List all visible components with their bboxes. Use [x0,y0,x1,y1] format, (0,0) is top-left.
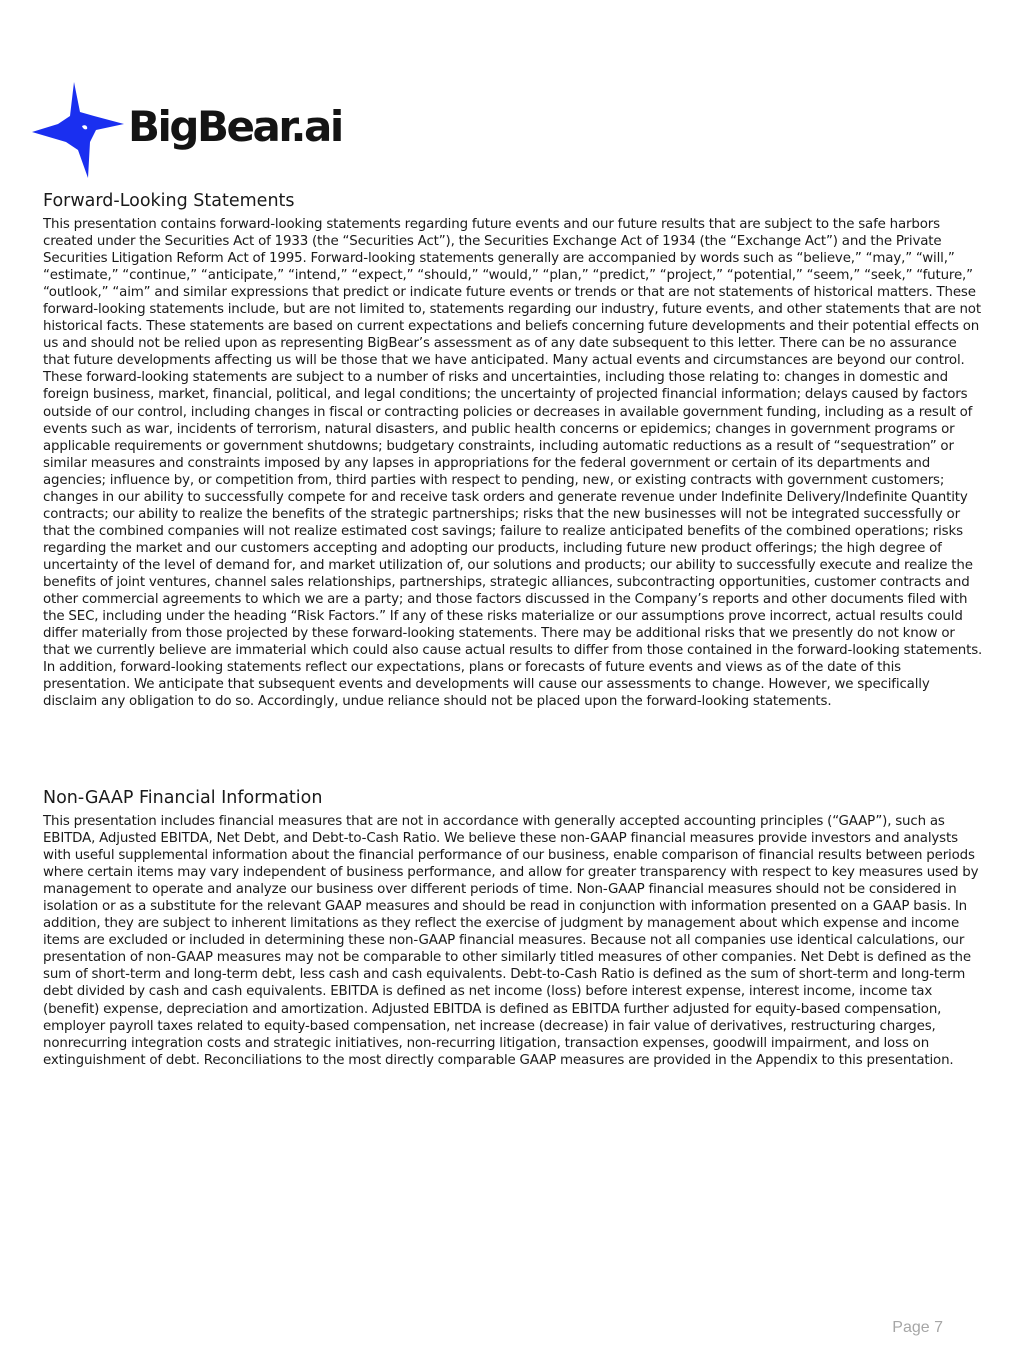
section-body: This presentation contains forward-looking statements regarding future events and our future results that are subject to the safe harbors created under the Securities Act of 1933 (the “Securities Act”), the Securities Exchange Act of 1934 (the “Exchange Act”) and the Private Securities Litigation Reform Act of 1995. Forward-looking statements generally are accompanied by words such as “believe,” “may,” “will,” “estimate,” “continue,” “anticipate,” “intend,” “expect,” “should,” “would,” “plan,” “predict,” “project,” “potential,” “seem,” “seek,” “future,” “outlook,” “aim” and similar expressions that predict or indicate future events or trends or that are not statements of historical matters. These forward-looking statements include, but are not limited to, statements regarding our industry, future events, and other statements that are not historical facts. These statements are based on current expectations and beliefs concerning future developments and their potential effects on us and should not be relied upon as representing BigBear’s assessment as of any date subsequent to this letter. There can be no assurance that future developments affecting us will be those that we have anticipated. Many actual events and circumstances are beyond our control. These forward-looking statements are subject to a number of risks and uncertainties, including those relating to: changes in domestic and foreign business, market, financial, political, and legal conditions; the uncertainty of projected financial information; delays caused by factors outside of our control, including changes in fiscal or contracting policies or decreases in available government funding, including as a result of events such as war, incidents of terrorism, natural disasters, and public health concerns or epidemics; changes in government programs or applicable requirements or government shutdowns; budgetary constraints, including automatic reductions as a result of “sequestration” or similar measures and constraints imposed by any lapses in appropriations for the federal government or certain of its departments and agencies; influence by, or competition from, third parties with respect to pending, new, or existing contracts with government customers; changes in our ability to successfully compete for and receive task orders and generate revenue under Indefinite Delivery/Indefinite Quantity contracts; our ability to realize the benefits of the strategic partnerships; risks that the new businesses will not be integrated successfully or that the combined companies will not realize estimated cost savings; failure to realize anticipated benefits of the combined operations; risks regarding the market and our customers accepting and adopting our products, including future new product offerings; the high degree of uncertainty of the level of demand for, and market utilization of, our solutions and products; our ability to successfully execute and realize the benefits of joint ventures, channel sales relationships, partnerships, strategic alliances, subcontracting opportunities, customer contracts and other commercial agreements to which we are a party; and those factors discussed in the Company’s reports and other documents filed with the SEC, including under the heading “Risk Factors.” If any of these risks materialize or our assumptions prove incorrect, actual results could differ materially from those projected by these forward-looking statements. There may be additional risks that we presently do not know or that we currently believe are immaterial which could also cause actual results to differ from those contained in the forward-looking statements. In addition, forward-looking statements reflect our expectations, plans or forecasts of future events and views as of the date of this presentation. We anticipate that subsequent events and developments will cause our assessments to change. However, we specifically disclaim any obligation to do so. Accordingly, undue reliance should not be placed upon the forward-looking statements. [43,217,983,710]
non-gaap-section [43,787,983,1069]
forward-looking-section [43,190,983,710]
section-title: Forward-Looking Statements [43,191,295,211]
company-logo [30,80,342,180]
company-wordmark: BigBear.ai [128,102,342,151]
section-title: Non-GAAP Financial Information [43,788,323,808]
star-burst-icon [30,80,126,180]
section-body: This presentation includes financial measures that are not in accordance with generally accepted accounting principles (“GAAP”), such as EBITDA, Adjusted EBITDA, Net Debt, and Debt-to-Cash Ratio. We believe these non-GAAP financial measures provide investors and analysts with useful supplemental information about the financial performance of our business, enable comparison of financial results between periods where certain items may vary independent of business performance, and allow for greater transparency with respect to key measures used by management to operate and analyze our business over different periods of time. Non-GAAP financial measures should not be considered in isolation or as a substitute for the relevant GAAP measures and should be read in conjunction with information presented on a GAAP basis. In addition, they are subject to inherent limitations as they reflect the exercise of judgment by management about which expense and income items are excluded or included in determining these non-GAAP financial measures. Because not all companies use identical calculations, our presentation of non-GAAP measures may not be comparable to other similarly titled measures of other companies. Net Debt is defined as the sum of short-term and long-term debt, less cash and cash equivalents. Debt-to-Cash Ratio is defined as the sum of short-term and long-term debt divided by cash and cash equivalents. EBITDA is defined as net income (loss) before interest expense, interest income, income tax (benefit) expense, depreciation and amortization. Adjusted EBITDA is defined as EBITDA further adjusted for equity-based compensation, employer payroll taxes related to equity-based compensation, net increase (decrease) in fair value of derivatives, restructuring charges, nonrecurring integration costs and strategic initiatives, non-recurring litigation, transaction expenses, goodwill impairment, and loss on extinguishment of debt. Reconciliations to the most directly comparable GAAP measures are provided in the Appendix to this presentation. [43,814,979,1068]
page-number: Page 7 [892,1319,943,1336]
